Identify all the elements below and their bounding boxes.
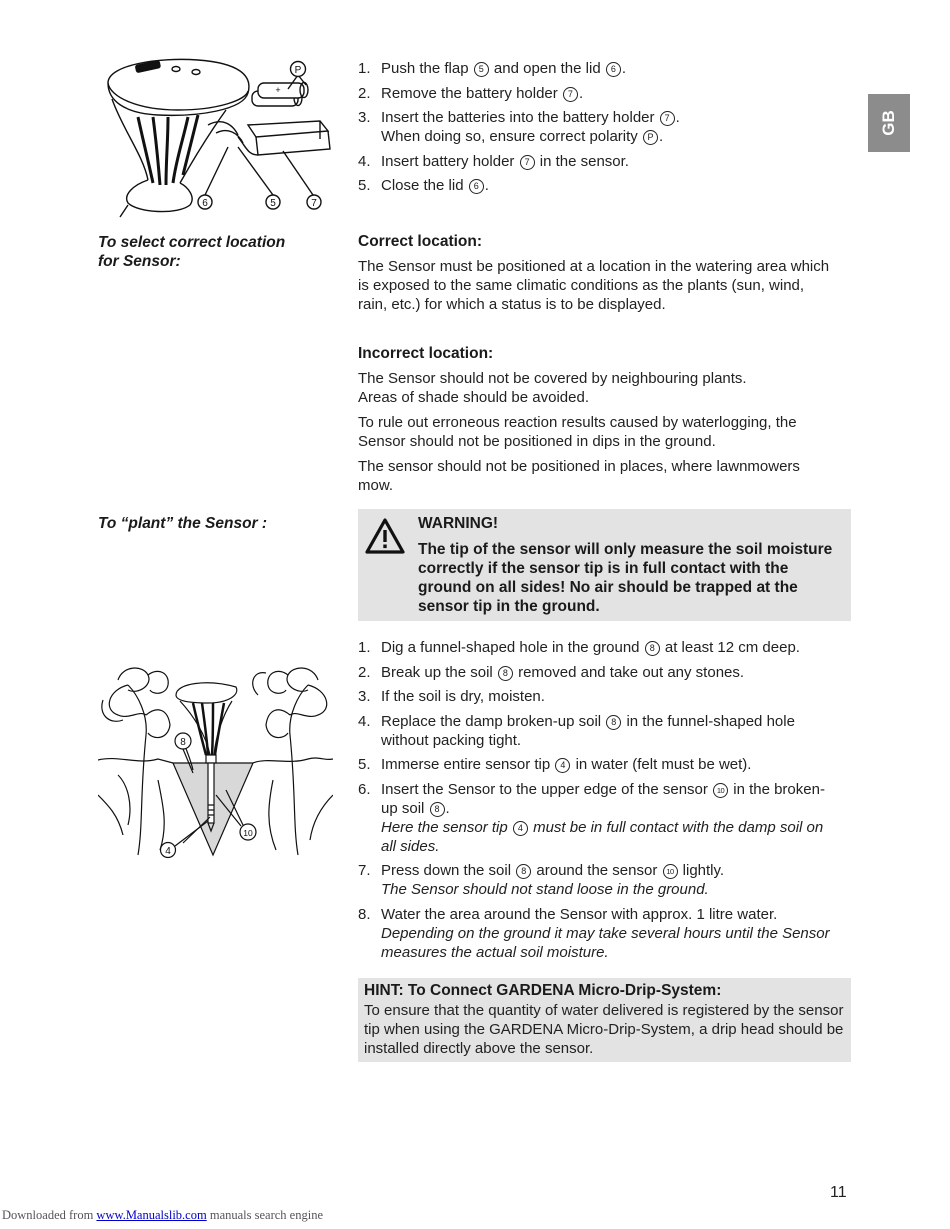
incorrect-location-p3: The sensor should not be positioned in places, where lawnmowers mow. bbox=[358, 458, 800, 494]
step-text: . bbox=[675, 109, 680, 126]
callout-circle: 5 bbox=[474, 62, 489, 77]
figure1-callout-6: 6 bbox=[202, 198, 208, 209]
correct-location-heading: Correct location: bbox=[358, 233, 483, 250]
battery-installation-illustration bbox=[98, 55, 338, 220]
step-text: in the sensor. bbox=[535, 152, 629, 170]
battery-steps-list bbox=[358, 59, 848, 201]
figure1-plus-label: + bbox=[275, 85, 281, 95]
battery-step-5 bbox=[358, 176, 848, 195]
step-text: When doing so, ensure correct polarity bbox=[381, 128, 642, 145]
location-content bbox=[358, 233, 836, 495]
step-text: Replace the damp broken-up soil bbox=[381, 712, 606, 730]
callout-circle: 4 bbox=[513, 821, 528, 836]
footer-source bbox=[2, 1208, 323, 1223]
step-text: Push the flap bbox=[381, 60, 473, 77]
step-text: Dig a funnel-shaped hole in the ground bbox=[381, 639, 644, 656]
plant-step-7 bbox=[358, 861, 838, 899]
step-text: lightly. bbox=[678, 862, 725, 879]
step-text: Water the area around the Sensor with approx. 1 litre water. bbox=[381, 905, 778, 923]
warning-title: WARNING! bbox=[418, 515, 499, 532]
figure1-polarity-label: P bbox=[294, 65, 302, 76]
step-note: Depending on the ground it may take several hours until the Sensor measures the actual soil moisture. bbox=[381, 924, 830, 961]
side-label-line: for Sensor: bbox=[98, 253, 181, 270]
step-number: 4. bbox=[358, 152, 371, 170]
battery-step-4 bbox=[358, 152, 848, 171]
step-number: 5. bbox=[358, 756, 371, 773]
callout-circle: 7 bbox=[520, 155, 535, 170]
callout-circle: 4 bbox=[555, 758, 570, 773]
location-side-label bbox=[98, 233, 338, 271]
footer-suffix: manuals search engine bbox=[206, 1208, 323, 1222]
step-text: . bbox=[578, 84, 584, 102]
step-text: . bbox=[445, 799, 450, 817]
callout-circle: 8 bbox=[645, 641, 660, 656]
battery-step-3 bbox=[358, 108, 848, 146]
step-text: removed and take out any stones. bbox=[513, 663, 745, 681]
step-text: Immerse entire sensor tip bbox=[381, 756, 555, 773]
step-text: Break up the soil bbox=[381, 663, 497, 681]
step-number: 5. bbox=[358, 177, 371, 194]
step-text: around the sensor bbox=[532, 862, 662, 879]
figure1-callout-5: 5 bbox=[270, 198, 276, 209]
step-text: Press down the soil bbox=[381, 862, 516, 879]
incorrect-location-p2: To rule out erroneous reaction results caused by waterlogging, the Sensor should not be positioned in dips in the ground. bbox=[358, 414, 797, 450]
callout-circle: 10 bbox=[713, 783, 728, 798]
step-number: 3. bbox=[358, 109, 371, 126]
step-text: in the funnel-shaped hole without packing tight. bbox=[381, 712, 795, 749]
plant-step-4 bbox=[358, 712, 838, 750]
step-number: 2. bbox=[358, 663, 371, 681]
step-text: . bbox=[484, 177, 489, 194]
plant-step-5 bbox=[358, 755, 838, 774]
callout-circle: 6 bbox=[606, 62, 621, 77]
step-number: 8. bbox=[358, 905, 371, 923]
plant-step-1 bbox=[358, 638, 838, 657]
language-tab bbox=[868, 94, 910, 152]
callout-circle: 6 bbox=[469, 179, 484, 194]
step-number: 2. bbox=[358, 84, 371, 102]
callout-circle: 8 bbox=[430, 802, 445, 817]
plant-steps-list bbox=[358, 638, 838, 967]
hint-box bbox=[358, 978, 851, 1062]
figure1-callout-7: 7 bbox=[311, 198, 317, 209]
step-text: in the broken-up soil bbox=[381, 780, 825, 817]
plant-step-8 bbox=[358, 905, 838, 962]
step-text: Close the lid bbox=[381, 177, 468, 194]
step-text: If the soil is dry, moisten. bbox=[381, 688, 545, 705]
page-number: 11 bbox=[830, 1184, 847, 1201]
side-label-line: To select correct location bbox=[98, 234, 286, 251]
callout-circle: 7 bbox=[563, 87, 578, 102]
figure2-callout-4: 4 bbox=[165, 846, 171, 857]
step-text: Remove the battery holder bbox=[381, 84, 562, 102]
step-number: 1. bbox=[358, 60, 371, 77]
warning-text: The tip of the sensor will only measure the soil moisture correctly if the sensor tip is in full contact with the ground on all sides! No air should be trapped at the sensor tip in the ground. bbox=[418, 541, 833, 615]
footer-prefix: Downloaded from bbox=[2, 1208, 97, 1222]
plant-step-2 bbox=[358, 663, 838, 682]
step-text: in water (felt must be wet). bbox=[571, 756, 752, 773]
callout-circle: 8 bbox=[516, 864, 531, 879]
step-number: 1. bbox=[358, 639, 371, 656]
callout-circle: 7 bbox=[660, 111, 675, 126]
planted-sensor-illustration bbox=[98, 655, 333, 865]
figure2-callout-10: 10 bbox=[243, 828, 253, 838]
callout-circle: 8 bbox=[498, 666, 513, 681]
battery-step-2 bbox=[358, 84, 848, 103]
hint-text: To ensure that the quantity of water delivered is registered by the sensor tip when using the GARDENA Micro-Drip-System, a drip head should be installed directly above the sensor. bbox=[364, 1002, 844, 1057]
hint-title: HINT: To Connect GARDENA Micro-Drip-System: bbox=[364, 982, 722, 999]
step-text: Insert the batteries into the battery holder bbox=[381, 109, 659, 126]
figure2-callout-8: 8 bbox=[180, 737, 186, 748]
battery-step-1 bbox=[358, 59, 848, 78]
correct-location-text: The Sensor must be positioned at a location in the watering area which is exposed to the same climatic conditions as the plants (sun, wind, rain, etc.) for which a status is to be displayed. bbox=[358, 258, 830, 313]
incorrect-location-heading: Incorrect location: bbox=[358, 345, 494, 362]
plant-step-6 bbox=[358, 780, 838, 856]
step-number: 3. bbox=[358, 688, 371, 705]
step-number: 4. bbox=[358, 712, 371, 730]
step-text: Insert the Sensor to the upper edge of the sensor bbox=[381, 780, 713, 798]
callout-circle: 10 bbox=[663, 864, 678, 879]
step-number: 7. bbox=[358, 862, 371, 879]
callout-circle: P bbox=[643, 130, 658, 145]
step-note: must be in full contact with the damp soil on all sides. bbox=[381, 818, 824, 855]
step-text: Insert battery holder bbox=[381, 152, 519, 170]
step-text: at least 12 cm deep. bbox=[660, 639, 800, 656]
language-tab-label: GB bbox=[879, 110, 898, 136]
step-number: 6. bbox=[358, 780, 371, 798]
step-text: . bbox=[621, 60, 626, 77]
plant-step-3 bbox=[358, 687, 838, 706]
step-text: and open the lid bbox=[489, 60, 605, 77]
incorrect-location-p1: The Sensor should not be covered by neighbouring plants. Areas of shade should be avoided. bbox=[358, 370, 747, 406]
step-note: The Sensor should not stand loose in the ground. bbox=[381, 881, 709, 898]
callout-circle: 8 bbox=[606, 715, 621, 730]
footer-link[interactable]: www.Manualslib.com bbox=[96, 1208, 207, 1222]
warning-triangle-icon bbox=[364, 517, 406, 555]
step-text: . bbox=[658, 128, 664, 145]
warning-box bbox=[358, 509, 851, 621]
plant-side-label: To “plant” the Sensor : bbox=[98, 515, 268, 532]
step-note: Here the sensor tip bbox=[381, 818, 512, 836]
